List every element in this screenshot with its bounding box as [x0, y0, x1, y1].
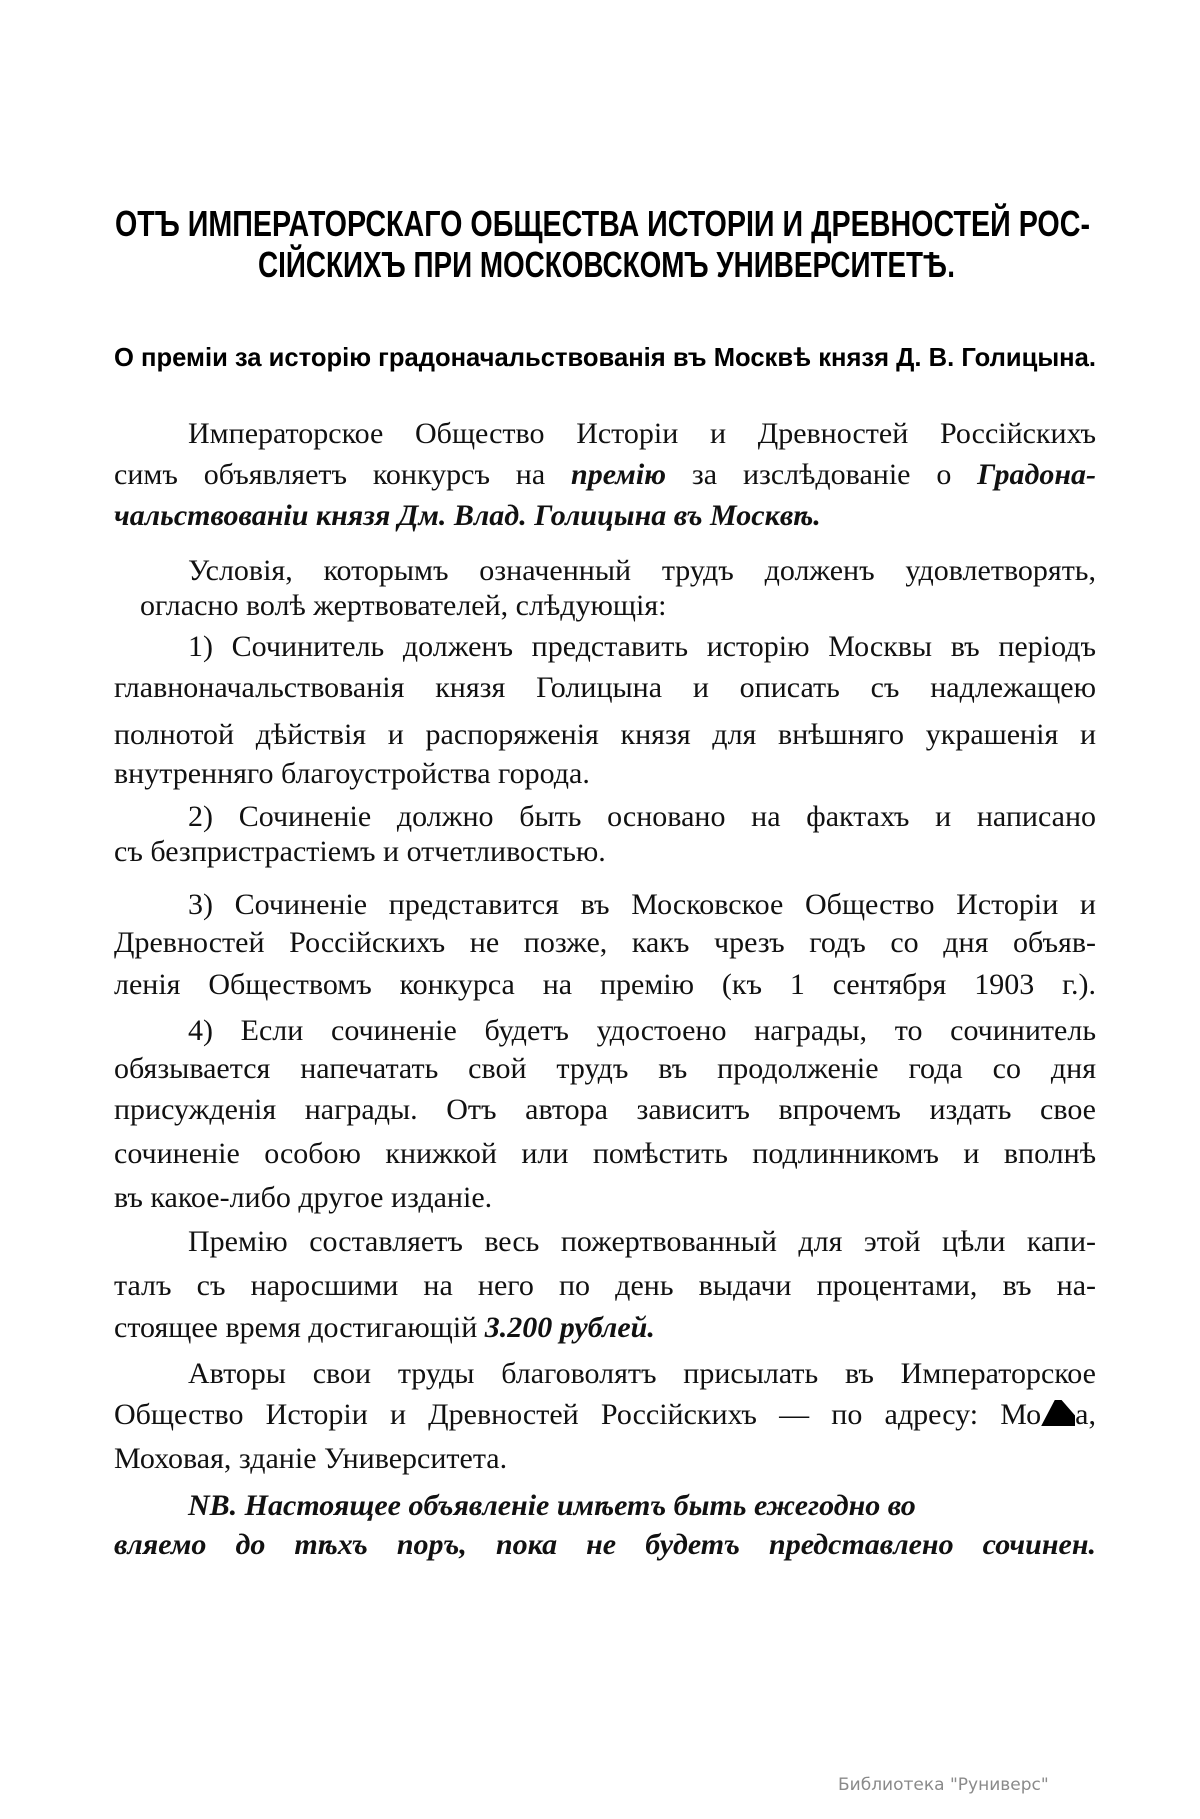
- text-span: Моховая, зданіе Университета.: [114, 1442, 508, 1475]
- text-line: [188, 1488, 1096, 1524]
- text-span: Авторы свои труды благоволятъ присылать въ Императорское: [188, 1357, 1096, 1390]
- text-line: [114, 1051, 1096, 1087]
- text-line: [114, 1310, 1096, 1346]
- text-line: [188, 1013, 1096, 1049]
- text-line: [188, 416, 1096, 452]
- text-span: Императорское Общество Исторіи и Древностей Россійскихъ: [188, 417, 1096, 450]
- text-span: 4) Если сочиненіе будетъ удостоено награды, то сочинитель: [188, 1014, 1096, 1047]
- text-span: за изслѣдованіе о: [666, 458, 978, 491]
- title-line-1: ОТЪ ИМПЕРАТОРСКАГО ОБЩЕСТВА ИСТОРІИ И ДРЕВНОСТЕЙ РОС-: [115, 203, 1090, 244]
- library-watermark: Библиотека "Руниверс": [838, 1775, 1049, 1795]
- text-span: Общество Исторіи и Древностей Россійскихъ — по адресу: Мо: [114, 1398, 1042, 1431]
- text-line: [114, 967, 1096, 1003]
- text-span: талъ съ наросшими на него по день выдачи процентами, въ на-: [114, 1269, 1096, 1302]
- text-line: [188, 1356, 1096, 1392]
- text-span: обязывается напечатать свой трудъ въ продолженіе года со дня: [114, 1052, 1096, 1085]
- text-line: [114, 1268, 1096, 1304]
- ink-blot: [1041, 1400, 1075, 1426]
- text-line: [114, 1180, 1096, 1216]
- title-line-2: СІЙСКИХЪ ПРИ МОСКОВСКОМЪ УНИВЕРСИТЕТѢ.: [258, 244, 955, 285]
- text-span: Условія, которымъ означенный трудъ долженъ удовлетворять,: [188, 554, 1096, 587]
- text-span: Древностей Россійскихъ не позже, какъ чрезъ годъ со дня объяв-: [114, 926, 1096, 959]
- text-line: [188, 553, 1096, 589]
- text-line: [114, 834, 1096, 870]
- text-span: 2) Сочиненіе должно быть основано на фактахъ и написано: [188, 800, 1096, 833]
- text-line: [188, 629, 1096, 665]
- text-span: а,: [1075, 1398, 1096, 1431]
- text-span: главноначальствованія князя Голицына и описать съ надлежащею: [114, 671, 1096, 704]
- italic-text: премію: [571, 458, 667, 491]
- text-line: [140, 588, 1096, 624]
- text-line: [114, 670, 1096, 706]
- text-line: [114, 1136, 1096, 1172]
- text-span: симъ объявляетъ конкурсъ на: [114, 458, 572, 491]
- text-span: съ безпристрастіемъ и отчетливостью.: [114, 835, 606, 868]
- text-line: [114, 717, 1096, 753]
- text-line: [114, 925, 1096, 961]
- text-line: [114, 1527, 1096, 1563]
- text-span: ленія Обществомъ конкурса на премію (къ 1 сентября 1903 г.).: [114, 968, 1096, 1001]
- text-line: [188, 887, 1096, 923]
- text-line: [114, 756, 1096, 792]
- text-line: [188, 799, 1096, 835]
- text-span: полнотой дѣйствія и распоряженія князя для внѣшняго украшенія и: [114, 718, 1096, 751]
- italic-text: вляемо до тѣхъ поръ, пока не будетъ представлено сочинен.: [114, 1528, 1096, 1561]
- text-span: внутренняго благоустройства города.: [114, 757, 590, 790]
- text-span: 1) Сочинитель долженъ представить исторію Москвы въ періодъ: [188, 630, 1096, 663]
- text-span: присужденія награды. Отъ автора зависитъ впрочемъ издать свое: [114, 1093, 1096, 1126]
- text-span: въ какое-либо другое изданіе.: [114, 1181, 493, 1214]
- text-line: [114, 498, 1096, 534]
- text-span: стоящее время достигающій: [114, 1311, 485, 1344]
- text-line: [114, 1092, 1096, 1128]
- italic-text: NB. Настоящее объявленіе имѣетъ быть ежегодно во: [188, 1489, 916, 1522]
- italic-text: чальствованіи князя Дм. Влад. Голицына въ Москвѣ.: [114, 499, 821, 532]
- section-subtitle: О преміи за исторію градоначальствованія въ Москвѣ князя Д. В. Голицына.: [114, 342, 1096, 372]
- text-span: сочиненіе особою книжкой или помѣстить подлинникомъ и вполнѣ: [114, 1137, 1096, 1170]
- text-line: [114, 457, 1096, 493]
- italic-text: Градона-: [977, 458, 1096, 491]
- text-span: 3) Сочиненіе представится въ Московское Общество Исторіи и: [188, 888, 1096, 921]
- text-span: огласно волѣ жертвователей, слѣдующія:: [140, 589, 667, 622]
- text-line: [114, 1441, 1096, 1477]
- text-span: Премію составляетъ весь пожертвованный для этой цѣли капи-: [188, 1225, 1096, 1258]
- italic-text: 3.200 рублей.: [484, 1311, 655, 1344]
- text-line: [188, 1224, 1096, 1260]
- text-line: [114, 1397, 1096, 1433]
